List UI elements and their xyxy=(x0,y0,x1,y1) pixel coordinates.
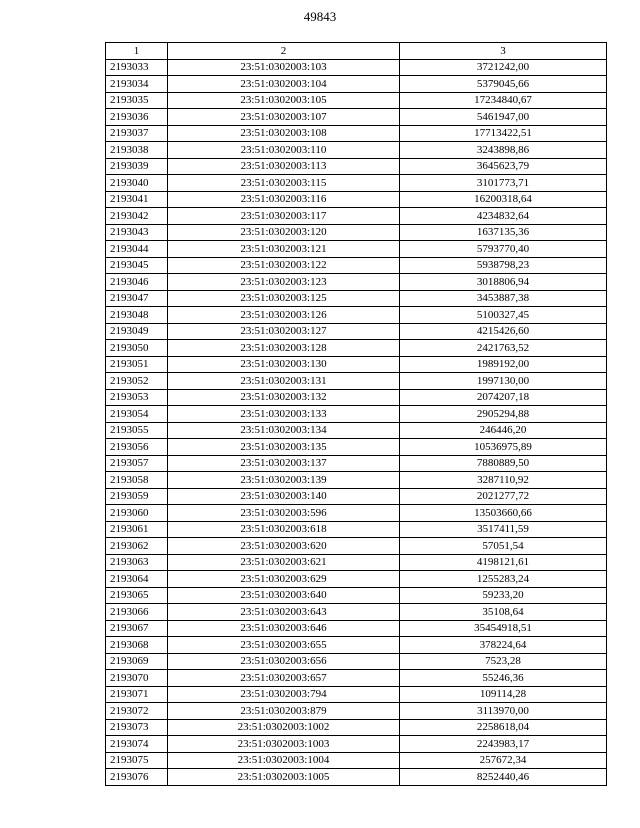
table-row xyxy=(106,59,607,76)
table-row xyxy=(106,455,607,472)
row-number-cell: 2193052 xyxy=(106,373,168,390)
cadastral-number-cell: 23:51:0302003:137 xyxy=(168,455,400,472)
row-number-cell: 2193072 xyxy=(106,703,168,720)
table-row xyxy=(106,554,607,571)
value-cell: 17234840,67 xyxy=(400,92,607,109)
cadastral-number-cell: 23:51:0302003:133 xyxy=(168,406,400,423)
value-cell: 3453887,38 xyxy=(400,290,607,307)
cadastral-number-cell: 23:51:0302003:139 xyxy=(168,472,400,489)
value-cell: 7880889,50 xyxy=(400,455,607,472)
row-number-cell: 2193047 xyxy=(106,290,168,307)
value-cell: 3287110,92 xyxy=(400,472,607,489)
cadastral-number-cell: 23:51:0302003:116 xyxy=(168,191,400,208)
value-cell: 2905294,88 xyxy=(400,406,607,423)
value-cell: 5461947,00 xyxy=(400,109,607,126)
row-number-cell: 2193033 xyxy=(106,59,168,76)
value-cell: 3113970,00 xyxy=(400,703,607,720)
row-number-cell: 2193076 xyxy=(106,769,168,786)
table-row xyxy=(106,109,607,126)
row-number-cell: 2193042 xyxy=(106,208,168,225)
cadastral-number-cell: 23:51:0302003:130 xyxy=(168,356,400,373)
cadastral-number-cell: 23:51:0302003:620 xyxy=(168,538,400,555)
cadastral-number-cell: 23:51:0302003:127 xyxy=(168,323,400,340)
table-row xyxy=(106,307,607,324)
table-row xyxy=(106,356,607,373)
cadastral-number-cell: 23:51:0302003:621 xyxy=(168,554,400,571)
row-number-cell: 2193068 xyxy=(106,637,168,654)
value-cell: 8252440,46 xyxy=(400,769,607,786)
value-cell: 257672,34 xyxy=(400,752,607,769)
table-row xyxy=(106,175,607,192)
cadastral-number-cell: 23:51:0302003:879 xyxy=(168,703,400,720)
row-number-cell: 2193043 xyxy=(106,224,168,241)
value-cell: 5100327,45 xyxy=(400,307,607,324)
value-cell: 246446,20 xyxy=(400,422,607,439)
value-cell: 2258618,04 xyxy=(400,719,607,736)
cadastral-number-cell: 23:51:0302003:134 xyxy=(168,422,400,439)
value-cell: 57051,54 xyxy=(400,538,607,555)
table-row xyxy=(106,224,607,241)
row-number-cell: 2193056 xyxy=(106,439,168,456)
value-cell: 3645623,79 xyxy=(400,158,607,175)
value-cell: 1997130,00 xyxy=(400,373,607,390)
value-cell: 59233,20 xyxy=(400,587,607,604)
table-row xyxy=(106,158,607,175)
table-row xyxy=(106,703,607,720)
row-number-cell: 2193037 xyxy=(106,125,168,142)
cadastral-number-cell: 23:51:0302003:110 xyxy=(168,142,400,159)
cadastral-number-cell: 23:51:0302003:1005 xyxy=(168,769,400,786)
cadastral-number-cell: 23:51:0302003:618 xyxy=(168,521,400,538)
table-row xyxy=(106,752,607,769)
cadastral-number-cell: 23:51:0302003:596 xyxy=(168,505,400,522)
value-cell: 1637135,36 xyxy=(400,224,607,241)
cadastral-number-cell: 23:51:0302003:120 xyxy=(168,224,400,241)
cadastral-number-cell: 23:51:0302003:126 xyxy=(168,307,400,324)
table-row xyxy=(106,389,607,406)
row-number-cell: 2193041 xyxy=(106,191,168,208)
row-number-cell: 2193057 xyxy=(106,455,168,472)
cadastral-number-cell: 23:51:0302003:128 xyxy=(168,340,400,357)
row-number-cell: 2193069 xyxy=(106,653,168,670)
value-cell: 17713422,51 xyxy=(400,125,607,142)
cadastral-number-cell: 23:51:0302003:107 xyxy=(168,109,400,126)
table-header-row xyxy=(106,43,607,60)
cadastral-number-cell: 23:51:0302003:140 xyxy=(168,488,400,505)
table-row xyxy=(106,373,607,390)
value-cell: 1255283,24 xyxy=(400,571,607,588)
row-number-cell: 2193044 xyxy=(106,241,168,258)
value-cell: 35454918,51 xyxy=(400,620,607,637)
cadastral-number-cell: 23:51:0302003:108 xyxy=(168,125,400,142)
value-cell: 2074207,18 xyxy=(400,389,607,406)
value-cell: 378224,64 xyxy=(400,637,607,654)
row-number-cell: 2193073 xyxy=(106,719,168,736)
row-number-cell: 2193055 xyxy=(106,422,168,439)
row-number-cell: 2193034 xyxy=(106,76,168,93)
cadastral-number-cell: 23:51:0302003:113 xyxy=(168,158,400,175)
cadastral-number-cell: 23:51:0302003:103 xyxy=(168,59,400,76)
cadastral-number-cell: 23:51:0302003:135 xyxy=(168,439,400,456)
value-cell: 2421763,52 xyxy=(400,340,607,357)
table-row xyxy=(106,125,607,142)
cadastral-number-cell: 23:51:0302003:655 xyxy=(168,637,400,654)
row-number-cell: 2193046 xyxy=(106,274,168,291)
table-body xyxy=(106,59,607,785)
cadastral-number-cell: 23:51:0302003:1003 xyxy=(168,736,400,753)
table-row xyxy=(106,769,607,786)
row-number-cell: 2193039 xyxy=(106,158,168,175)
row-number-cell: 2193062 xyxy=(106,538,168,555)
table-row xyxy=(106,604,607,621)
cadastral-number-cell: 23:51:0302003:131 xyxy=(168,373,400,390)
table-row xyxy=(106,406,607,423)
value-cell: 109114,28 xyxy=(400,686,607,703)
value-cell: 5938798,23 xyxy=(400,257,607,274)
value-cell: 35108,64 xyxy=(400,604,607,621)
value-cell: 3243898,86 xyxy=(400,142,607,159)
value-cell: 3721242,00 xyxy=(400,59,607,76)
cadastral-number-cell: 23:51:0302003:656 xyxy=(168,653,400,670)
column-header-3: 3 xyxy=(400,43,607,60)
row-number-cell: 2193060 xyxy=(106,505,168,522)
cadastral-number-cell: 23:51:0302003:1004 xyxy=(168,752,400,769)
row-number-cell: 2193070 xyxy=(106,670,168,687)
table-row xyxy=(106,208,607,225)
table-row xyxy=(106,686,607,703)
cadastral-number-cell: 23:51:0302003:1002 xyxy=(168,719,400,736)
table-row xyxy=(106,521,607,538)
row-number-cell: 2193061 xyxy=(106,521,168,538)
row-number-cell: 2193036 xyxy=(106,109,168,126)
table-row xyxy=(106,76,607,93)
table-row xyxy=(106,620,607,637)
cadastral-number-cell: 23:51:0302003:117 xyxy=(168,208,400,225)
row-number-cell: 2193065 xyxy=(106,587,168,604)
table-row xyxy=(106,719,607,736)
value-cell: 13503660,66 xyxy=(400,505,607,522)
data-table xyxy=(105,42,607,786)
value-cell: 5793770,40 xyxy=(400,241,607,258)
row-number-cell: 2193045 xyxy=(106,257,168,274)
table-row xyxy=(106,587,607,604)
value-cell: 2021277,72 xyxy=(400,488,607,505)
table-row xyxy=(106,736,607,753)
cadastral-number-cell: 23:51:0302003:115 xyxy=(168,175,400,192)
value-cell: 1989192,00 xyxy=(400,356,607,373)
cadastral-number-cell: 23:51:0302003:105 xyxy=(168,92,400,109)
value-cell: 16200318,64 xyxy=(400,191,607,208)
column-header-2: 2 xyxy=(168,43,400,60)
cadastral-number-cell: 23:51:0302003:121 xyxy=(168,241,400,258)
row-number-cell: 2193075 xyxy=(106,752,168,769)
value-cell: 2243983,17 xyxy=(400,736,607,753)
table-row xyxy=(106,670,607,687)
table-row xyxy=(106,439,607,456)
page-number: 49843 xyxy=(303,9,337,24)
value-cell: 4215426,60 xyxy=(400,323,607,340)
table-row xyxy=(106,191,607,208)
table-row xyxy=(106,538,607,555)
table-row xyxy=(106,323,607,340)
row-number-cell: 2193053 xyxy=(106,389,168,406)
row-number-cell: 2193059 xyxy=(106,488,168,505)
cadastral-number-cell: 23:51:0302003:123 xyxy=(168,274,400,291)
table-row xyxy=(106,257,607,274)
table-row xyxy=(106,241,607,258)
row-number-cell: 2193050 xyxy=(106,340,168,357)
cadastral-number-cell: 23:51:0302003:640 xyxy=(168,587,400,604)
value-cell: 4234832,64 xyxy=(400,208,607,225)
row-number-cell: 2193049 xyxy=(106,323,168,340)
table-row xyxy=(106,472,607,489)
cadastral-number-cell: 23:51:0302003:646 xyxy=(168,620,400,637)
row-number-cell: 2193064 xyxy=(106,571,168,588)
value-cell: 55246,36 xyxy=(400,670,607,687)
cadastral-number-cell: 23:51:0302003:122 xyxy=(168,257,400,274)
value-cell: 3517411,59 xyxy=(400,521,607,538)
row-number-cell: 2193035 xyxy=(106,92,168,109)
table-row xyxy=(106,92,607,109)
row-number-cell: 2193067 xyxy=(106,620,168,637)
row-number-cell: 2193074 xyxy=(106,736,168,753)
value-cell: 10536975,89 xyxy=(400,439,607,456)
row-number-cell: 2193058 xyxy=(106,472,168,489)
table-row xyxy=(106,340,607,357)
cadastral-number-cell: 23:51:0302003:125 xyxy=(168,290,400,307)
table-row xyxy=(106,505,607,522)
cadastral-number-cell: 23:51:0302003:132 xyxy=(168,389,400,406)
value-cell: 3018806,94 xyxy=(400,274,607,291)
cadastral-number-cell: 23:51:0302003:104 xyxy=(168,76,400,93)
row-number-cell: 2193038 xyxy=(106,142,168,159)
value-cell: 5379045,66 xyxy=(400,76,607,93)
value-cell: 4198121,61 xyxy=(400,554,607,571)
row-number-cell: 2193054 xyxy=(106,406,168,423)
table-row xyxy=(106,142,607,159)
table-row xyxy=(106,274,607,291)
row-number-cell: 2193040 xyxy=(106,175,168,192)
cadastral-number-cell: 23:51:0302003:794 xyxy=(168,686,400,703)
table-row xyxy=(106,422,607,439)
row-number-cell: 2193063 xyxy=(106,554,168,571)
table-row xyxy=(106,290,607,307)
row-number-cell: 2193071 xyxy=(106,686,168,703)
row-number-cell: 2193051 xyxy=(106,356,168,373)
table-row xyxy=(106,653,607,670)
table-row xyxy=(106,488,607,505)
value-cell: 3101773,71 xyxy=(400,175,607,192)
table-row xyxy=(106,571,607,588)
row-number-cell: 2193048 xyxy=(106,307,168,324)
cadastral-number-cell: 23:51:0302003:643 xyxy=(168,604,400,621)
cadastral-number-cell: 23:51:0302003:657 xyxy=(168,670,400,687)
column-header-1: 1 xyxy=(106,43,168,60)
row-number-cell: 2193066 xyxy=(106,604,168,621)
cadastral-number-cell: 23:51:0302003:629 xyxy=(168,571,400,588)
table-row xyxy=(106,637,607,654)
value-cell: 7523,28 xyxy=(400,653,607,670)
